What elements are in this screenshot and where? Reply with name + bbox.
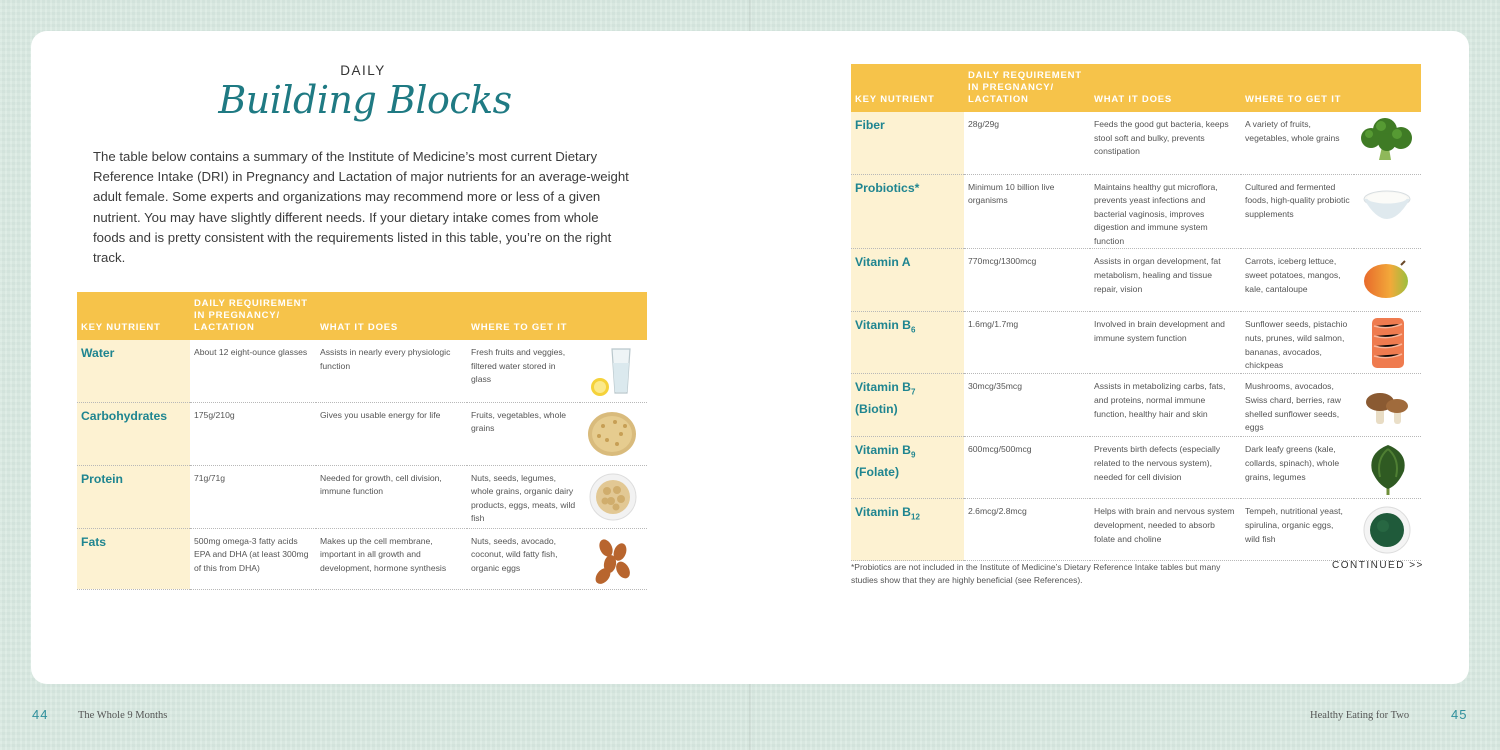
nutrient-name: Water bbox=[77, 340, 190, 402]
daily-requirement: 2.6mcg/2.8mcg bbox=[964, 499, 1090, 561]
section-kicker: DAILY bbox=[340, 63, 386, 78]
intro-paragraph: The table below contains a summary of the Institute of Medicine’s most current Dietary Reference Intake (DRI) in Pregnancy and Lactation of major nutrients for an average-weight adult female. Some experts and organizations may recommend more or less of a given nutrient. You may have slightly different needs. If your dietary intake comes from whole foods and is pretty consistent with the requirements listed in this table, you’re on the right track. bbox=[93, 149, 629, 266]
nutrient-name: Vitamin $B_6$ bbox=[851, 312, 964, 374]
food-image-cell bbox=[580, 402, 647, 465]
where-to-get-it: Nuts, seeds, avocado, coconut, wild fatty fish, organic eggs bbox=[467, 528, 580, 589]
table-row bbox=[77, 465, 647, 528]
footnote: *Probiotics are not included in the Institute of Medicine’s Dietary Reference Intake tables but many studies show that they are highly beneficial (see References). bbox=[851, 562, 1221, 585]
what-it-does: Makes up the cell membrane, important in all growth and development, hormone synthesis bbox=[316, 528, 467, 589]
where-to-get-it: Carrots, iceberg lettuce, sweet potatoes, mangos, kale, cantaloupe bbox=[1241, 249, 1354, 312]
where-to-get-it: A variety of fruits, vegetables, whole grains bbox=[1241, 112, 1354, 174]
food-image-cell bbox=[1354, 437, 1421, 499]
nutrient-name: Vitamin A bbox=[851, 249, 964, 312]
nutrient-name: Fiber bbox=[851, 112, 964, 174]
yogurt-bowl-icon bbox=[1361, 187, 1413, 232]
food-image-cell bbox=[580, 528, 647, 589]
food-image-cell bbox=[1354, 312, 1421, 374]
where-to-get-it: Nuts, seeds, legumes, whole grains, organic dairy products, eggs, meats, wild fish bbox=[467, 465, 580, 528]
header-what-it-does: WHAT IT DOES bbox=[1090, 64, 1241, 112]
header-where-to-get-it: WHERE TO GET IT bbox=[1241, 64, 1354, 112]
daily-requirement: 30mcg/35mcg bbox=[964, 374, 1090, 437]
page-number-right: 45 bbox=[1451, 707, 1468, 722]
daily-requirement: Minimum 10 billion live organisms bbox=[964, 174, 1090, 249]
continued-label: CONTINUED >> bbox=[1332, 560, 1424, 571]
chickpeas-bowl-icon bbox=[588, 472, 638, 527]
daily-requirement: 500mg omega-3 fatty acids EPA and DHA (at least 300mg of this from DHA) bbox=[190, 528, 316, 589]
food-image-cell bbox=[1354, 249, 1421, 312]
header-what-it-does: WHAT IT DOES bbox=[316, 292, 467, 340]
what-it-does: Involved in brain development and immune system function bbox=[1090, 312, 1241, 374]
where-to-get-it: Fresh fruits and veggies, filtered water stored in glass bbox=[467, 340, 580, 402]
table-row bbox=[77, 340, 647, 402]
water-glass-lemon-icon bbox=[586, 345, 638, 402]
food-image-cell bbox=[1354, 112, 1421, 174]
where-to-get-it: Cultured and fermented foods, high-quality probiotic supplements bbox=[1241, 174, 1354, 249]
table-row bbox=[851, 174, 1421, 249]
nutrient-name: Protein bbox=[77, 465, 190, 528]
daily-requirement: 175g/210g bbox=[190, 402, 316, 465]
nutrient-name: Vitamin $B_7$ (Biotin) bbox=[851, 374, 964, 437]
almonds-icon bbox=[588, 534, 638, 591]
what-it-does: Gives you usable energy for life bbox=[316, 402, 467, 465]
daily-requirement: 71g/71g bbox=[190, 465, 316, 528]
running-head-right: Healthy Eating for Two bbox=[1310, 710, 1410, 721]
where-to-get-it: Fruits, vegetables, whole grains bbox=[467, 402, 580, 465]
where-to-get-it: Sunflower seeds, pistachio nuts, prunes, wild salmon, bananas, avocados, chickpeas bbox=[1241, 312, 1354, 374]
broccoli-icon bbox=[1357, 116, 1415, 167]
what-it-does: Maintains healthy gut microflora, prevents yeast infections and bacterial vaginosis, improves digestion and immune system function bbox=[1090, 174, 1241, 249]
daily-requirement: 1.6mg/1.7mg bbox=[964, 312, 1090, 374]
header-key-nutrient: KEY NUTRIENT bbox=[851, 64, 964, 112]
page-number-left: 44 bbox=[32, 707, 49, 722]
table-row bbox=[851, 437, 1421, 499]
table-row bbox=[851, 374, 1421, 437]
grains-icon bbox=[585, 406, 639, 465]
header-requirement: DAILY REQUIREMENT IN PREGNANCY/ LACTATION bbox=[190, 292, 316, 340]
table-header-row bbox=[77, 292, 647, 340]
salmon-icon bbox=[1368, 316, 1408, 375]
food-image-cell bbox=[580, 465, 647, 528]
table-row bbox=[851, 499, 1421, 561]
nutrient-table-left bbox=[77, 292, 647, 590]
nutrient-name: Carbohydrates bbox=[77, 402, 190, 465]
table-row bbox=[851, 249, 1421, 312]
food-image-cell bbox=[580, 340, 647, 402]
nutrient-name: Vitamin $B_{12}$ bbox=[851, 499, 964, 561]
running-head-left: The Whole 9 Months bbox=[78, 710, 168, 721]
what-it-does: Needed for growth, cell division, immune function bbox=[316, 465, 467, 528]
daily-requirement: 28g/29g bbox=[964, 112, 1090, 174]
where-to-get-it: Dark leafy greens (kale, collards, spinach), whole grains, legumes bbox=[1241, 437, 1354, 499]
page-title: Building Blocks bbox=[218, 78, 512, 122]
what-it-does: Assists in organ development, fat metabolism, healing and tissue repair, vision bbox=[1090, 249, 1241, 312]
nutrient-name: Vitamin $B_9$ (Folate) bbox=[851, 437, 964, 499]
mushrooms-icon bbox=[1362, 384, 1412, 433]
food-image-cell bbox=[1354, 374, 1421, 437]
what-it-does: Assists in nearly every physiologic function bbox=[316, 340, 467, 402]
nutrient-table-right bbox=[851, 64, 1421, 561]
table-header-row bbox=[851, 64, 1421, 112]
where-to-get-it: Mushrooms, avocados, Swiss chard, berries, raw shelled sunflower seeds, eggs bbox=[1241, 374, 1354, 437]
kale-icon bbox=[1364, 439, 1412, 502]
what-it-does: Feeds the good gut bacteria, keeps stool soft and bulky, prevents constipation bbox=[1090, 112, 1241, 174]
what-it-does: Assists in metabolizing carbs, fats, and proteins, normal immune function, healthy hair and skin bbox=[1090, 374, 1241, 437]
table-row bbox=[77, 402, 647, 465]
header-requirement: DAILY REQUIREMENT IN PREGNANCY/ LACTATION bbox=[964, 64, 1090, 112]
nutrient-name: Fats bbox=[77, 528, 190, 589]
food-image-cell bbox=[1354, 174, 1421, 249]
where-to-get-it: Tempeh, nutritional yeast, spirulina, organic eggs, wild fish bbox=[1241, 499, 1354, 561]
table-row bbox=[851, 312, 1421, 374]
table-row bbox=[77, 528, 647, 589]
header-where-to-get-it: WHERE TO GET IT bbox=[467, 292, 580, 340]
daily-requirement: 770mcg/1300mcg bbox=[964, 249, 1090, 312]
nutrient-name: Probiotics* bbox=[851, 174, 964, 249]
spirulina-bowl-icon bbox=[1362, 505, 1412, 560]
daily-requirement: About 12 eight-ounce glasses bbox=[190, 340, 316, 402]
daily-requirement: 600mcg/500mcg bbox=[964, 437, 1090, 499]
table-row bbox=[851, 112, 1421, 174]
mango-icon bbox=[1361, 259, 1411, 306]
food-image-cell bbox=[1354, 499, 1421, 561]
what-it-does: Prevents birth defects (especially related to the nervous system), needed for cell division bbox=[1090, 437, 1241, 499]
what-it-does: Helps with brain and nervous system development, needed to absorb folate and choline bbox=[1090, 499, 1241, 561]
header-key-nutrient: KEY NUTRIENT bbox=[77, 292, 190, 340]
